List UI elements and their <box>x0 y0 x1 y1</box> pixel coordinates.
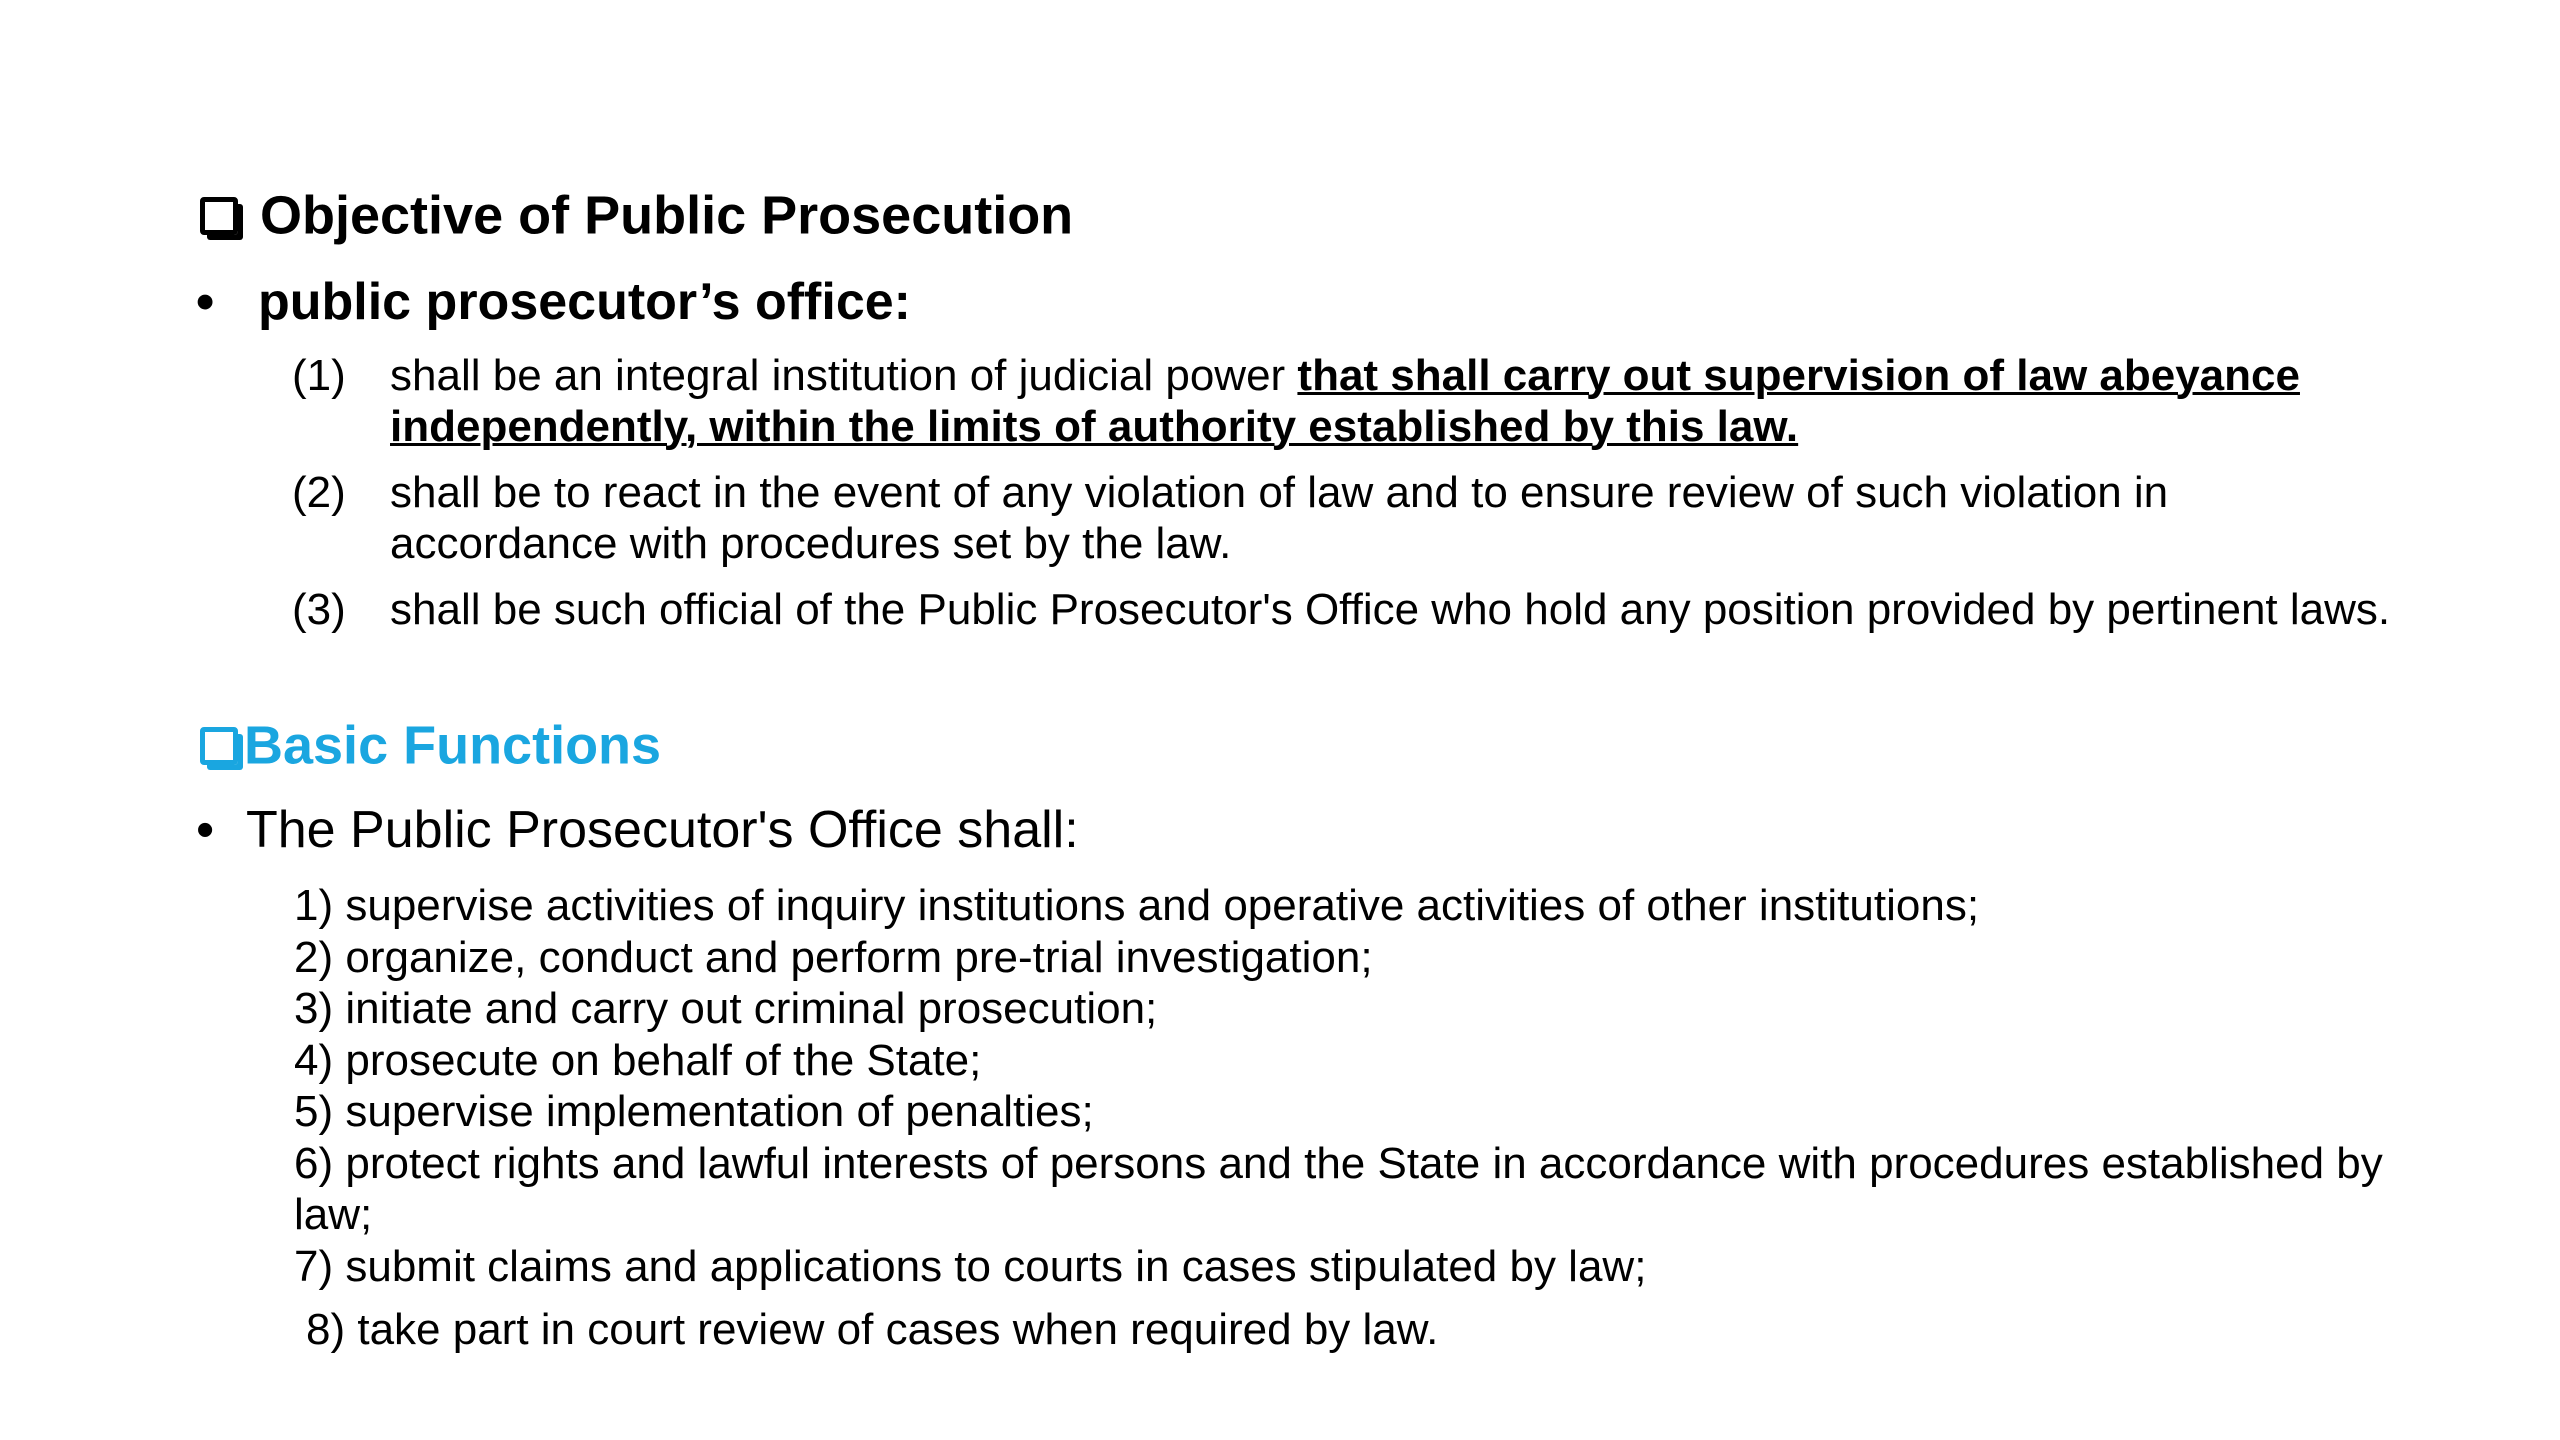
bullet-icon: • <box>196 273 215 331</box>
objective-bullet-label: public prosecutor’s office: <box>258 273 911 331</box>
hollow-square-icon <box>200 197 238 235</box>
function-item: 4) prosecute on behalf of the State; <box>294 1035 982 1085</box>
objective-item-plain: shall be an integral institution of judicial power <box>390 351 1298 400</box>
function-item: 1) supervise activities of inquiry institutions and operative activities of other institutions; <box>294 881 1980 930</box>
objective-item-emphasis: that shall carry out supervision of law abeyance independently, within the limits of authority established by this law. <box>390 351 2300 451</box>
functions-bullet-label: The Public Prosecutor's Office shall: <box>246 801 1079 859</box>
objective-item-number: (3) <box>292 585 346 634</box>
functions-bullet <box>196 798 1079 862</box>
objective-heading-text: Objective of Public Prosecution <box>260 185 1074 246</box>
hollow-square-icon <box>200 727 238 765</box>
function-item: 2) organize, conduct and perform pre-trial investigation; <box>294 932 1373 982</box>
objective-item-3 <box>292 584 2402 635</box>
functions-heading <box>200 710 661 778</box>
function-item: 3) initiate and carry out criminal prosecution; <box>294 984 1158 1033</box>
objective-heading <box>200 180 1073 248</box>
function-item: 5) supervise implementation of penalties; <box>294 1087 1094 1136</box>
bullet-icon: • <box>196 801 215 859</box>
objective-item-text <box>390 350 2402 452</box>
objective-item-2 <box>292 467 2402 569</box>
objective-bullet <box>196 270 911 334</box>
objective-item-number: (2) <box>292 468 346 517</box>
function-item: 6) protect rights and lawful interests of persons and the State in accordance with procedures established by law; <box>294 1138 2383 1239</box>
objective-item-text: shall be to react in the event of any violation of law and to ensure review of such violation in accordance with procedures set by the law. <box>390 468 2169 568</box>
objective-item-text: shall be such official of the Public Prosecutor's Office who hold any position provided by pertinent laws. <box>390 585 2391 634</box>
objective-item-1 <box>292 350 2402 452</box>
function-item: 8) take part in court review of cases when required by law. <box>306 1305 1439 1354</box>
functions-list <box>294 880 2394 1356</box>
function-item: 7) submit claims and applications to courts in cases stipulated by law; <box>294 1241 1647 1291</box>
objective-item-number: (1) <box>292 351 346 400</box>
functions-heading-text: Basic Functions <box>244 715 662 776</box>
